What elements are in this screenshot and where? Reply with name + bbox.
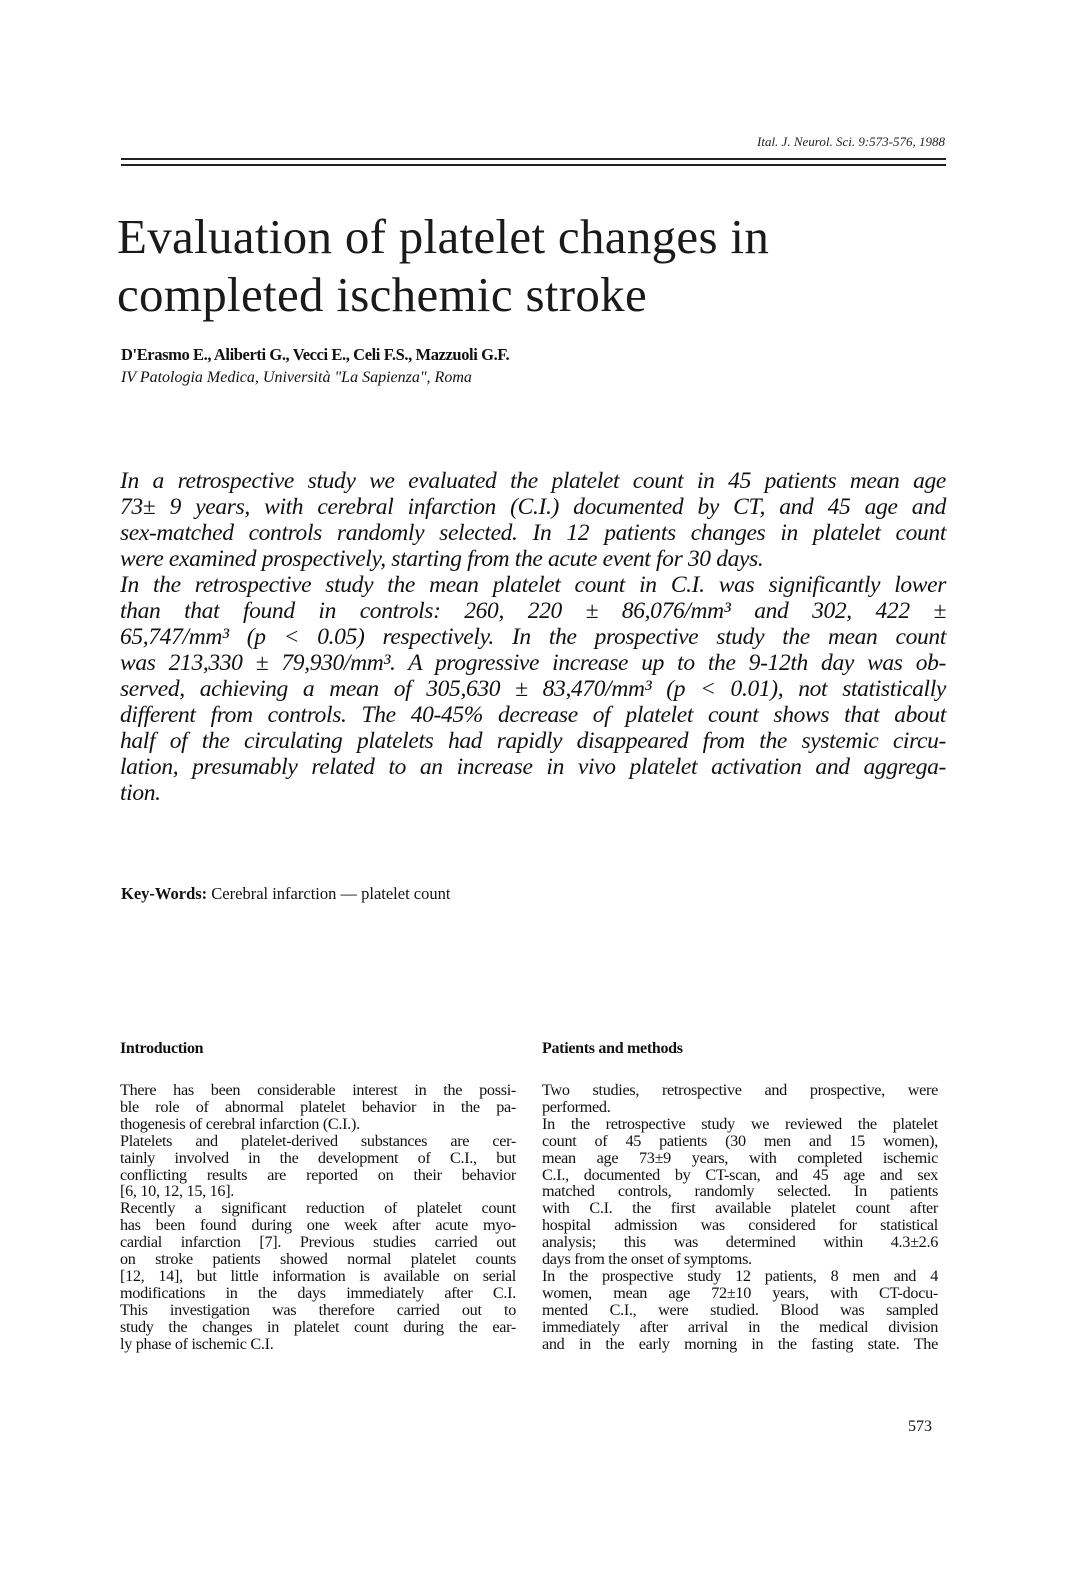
body-line: This investigation was therefore carried out to [120, 1300, 516, 1319]
body-line: Recently a significant reduction of platelet count [120, 1199, 516, 1218]
abstract-line: sex-matched controls randomly selected. In 12 patients changes in platelet count [120, 520, 946, 546]
body-line: immediately after arrival in the medical division [542, 1317, 938, 1336]
introduction-heading: Introduction [120, 1040, 204, 1057]
body-line: performed. [542, 1097, 611, 1116]
header-rule-bottom [121, 164, 946, 166]
body-line: C.I., documented by CT-scan, and 45 age and sex [542, 1165, 938, 1184]
body-line: Platelets and platelet-derived substances are cer- [120, 1131, 516, 1150]
body-line: There has been considerable interest in the possi- [120, 1081, 516, 1099]
affiliation: IV Patologia Medica, Università "La Sapienza", Roma [121, 369, 472, 386]
body-line: count of 45 patients (30 men and 15 women), [542, 1131, 938, 1150]
body-line: and in the early morning in the fasting state. The [542, 1334, 938, 1353]
body-line: matched controls, randomly selected. In patients [542, 1182, 938, 1201]
article-title [117, 208, 947, 324]
abstract-line: were examined prospectively, starting from the acute event for 30 days. [120, 546, 764, 572]
methods-heading: Patients and methods [542, 1040, 683, 1057]
header-rule-top [121, 158, 946, 160]
methods-section [542, 1040, 938, 1353]
body-line: mented C.I., were studied. Blood was sampled [542, 1300, 938, 1319]
abstract-line: was 213,330 ± 79,930/mm³. A progressive increase up to the 9-12th day was ob- [120, 650, 946, 676]
body-line: analysis; this was determined within 4.3±2.6 [542, 1233, 938, 1252]
body-line: modifications in the days immediately after C.I. [120, 1283, 516, 1302]
keywords-text: Cerebral infarction — platelet count [207, 884, 451, 903]
body-line: conflicting results are reported on their behavior [120, 1165, 516, 1184]
body-line: days from the onset of symptoms. [542, 1250, 752, 1269]
abstract-line: half of the circulating platelets had rapidly disappeared from the systemic circu- [120, 728, 946, 754]
body-line: In the retrospective study we reviewed the platelet [542, 1114, 938, 1133]
abstract-line: 65,747/mm³ (p < 0.05) respectively. In the prospective study the mean count [120, 624, 946, 650]
title-line-1: Evaluation of platelet changes in [117, 209, 770, 264]
abstract-line: than that found in controls: 260, 220 ± 86,076/mm³ and 302, 422 ± [120, 598, 946, 624]
page-number: 573 [908, 1418, 932, 1435]
abstract-line: different from controls. The 40-45% decrease of platelet count shows that about [120, 702, 946, 728]
body-line: thogenesis of cerebral infarction (C.I.). [120, 1114, 360, 1133]
abstract [120, 468, 946, 806]
author-list: D'Erasmo E., Aliberti G., Vecci E., Celi F.S., Mazzuoli G.F. [121, 345, 510, 364]
body-line: mean age 73±9 years, with completed ischemic [542, 1148, 938, 1167]
body-line: [6, 10, 12, 15, 16]. [120, 1182, 235, 1201]
body-line: women, mean age 72±10 years, with CT-docu- [542, 1283, 938, 1302]
body-line: has been found during one week after acute myo- [120, 1216, 516, 1235]
abstract-line: served, achieving a mean of 305,630 ± 83,470/mm³ (p < 0.01), not statistically [120, 676, 946, 702]
title-line-2: completed ischemic stroke [117, 267, 647, 322]
body-line: study the changes in platelet count during the ear- [120, 1317, 516, 1336]
body-line: tainly involved in the development of C.I., but [120, 1148, 516, 1167]
body-line: hospital admission was considered for statistical [542, 1216, 938, 1235]
body-line: [12, 14], but little information is available on serial [120, 1266, 516, 1285]
body-line: ble role of abnormal platelet behavior in the pa- [120, 1097, 516, 1116]
body-line: Two studies, retrospective and prospective, were [542, 1081, 938, 1099]
journal-citation: Ital. J. Neurol. Sci. 9:573-576, 1988 [757, 134, 945, 149]
abstract-line: tion. [120, 780, 161, 806]
keywords-label: Key-Words: [121, 884, 208, 903]
abstract-line: In a retrospective study we evaluated the platelet count in 45 patients mean age [120, 468, 946, 494]
body-line: with C.I. the first available platelet count after [542, 1199, 938, 1218]
body-line: on stroke patients showed normal platelet counts [120, 1250, 516, 1269]
abstract-line: lation, presumably related to an increase in vivo platelet activation and aggrega- [120, 754, 946, 780]
body-line: ly phase of ischemic C.I. [120, 1334, 274, 1353]
keywords [121, 884, 450, 904]
abstract-line: In the retrospective study the mean platelet count in C.I. was significantly lower [120, 572, 946, 598]
abstract-line: 73± 9 years, with cerebral infarction (C.I.) documented by CT, and 45 age and [120, 494, 946, 520]
body-line: cardial infarction [7]. Previous studies carried out [120, 1233, 516, 1252]
body-line: In the prospective study 12 patients, 8 men and 4 [542, 1266, 938, 1285]
introduction-section [120, 1040, 516, 1353]
